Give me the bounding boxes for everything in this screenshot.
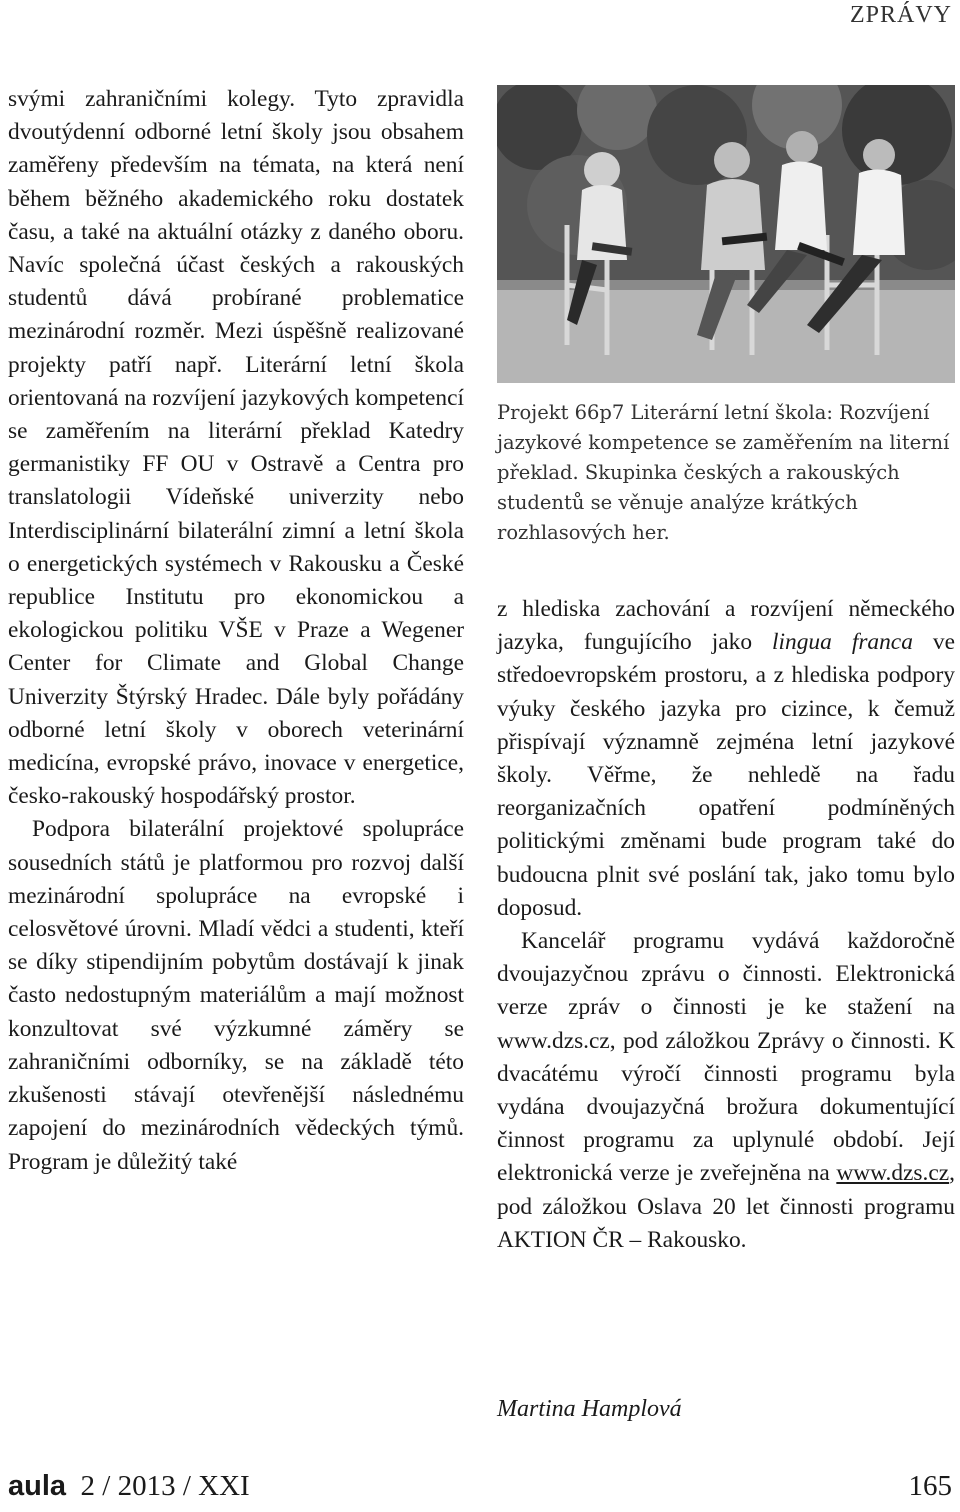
left-column <box>8 83 464 1179</box>
page-number: 165 <box>908 1470 952 1502</box>
right-paragraph-1 <box>497 593 955 925</box>
right-paragraph-2-text-a: Kancelář programu vydává každoročně dvoujazyčnou zprávu o činnosti. Elektronická verze zpráv o činnosti je ke stažení na www.dzs.cz, pod záložkou Zprávy o činnosti. K dvacátému výročí činnosti programu byla vydána dvoujazyčná brožura dokumentující činnost programu za uplynulé období. Její elektronická verze je zveřejněna na <box>497 928 955 1187</box>
section-header: ZPRÁVY <box>849 2 952 28</box>
left-paragraph-1: svými zahraničními kolegy. Tyto zpravidla dvoutýdenní odborné letní školy jsou obsahem zaměřeny především na témata, na která není během běžného akademického roku dostatek času, a také na aktuální otázky z daného oboru. Navíc společná účast českých a rakouských studentů dává probírané problematice mezinárodní rozměr. Mezi úspěšně realizované projekty patří např. Literární letní škola orientovaná na rozvíjení jazykových kompetencí se zaměřením na literární překlad Katedry germanistiky FF OU v Ostravě a Centra pro translatologii Vídeňské univerzity nebo Interdisciplinární bilaterální zimní a letní škola o energetických systémech v Rakousku a České republice Institutu pro ekonomickou a ekologickou politiku VŠE v Praze a Wegener Center for Climate and Global Change Univerzity Štýrský Hradec. Dále byly pořádány odborné letní školy v oborech veterinární medicína, evropské právo, inovace v energetice, česko-rakouský hospodářský prostor. <box>8 86 464 810</box>
right-paragraph-2-text-b: , pod záložkou Oslava 20 let činnosti programu AKTION ČR – Rakousko. <box>497 1160 955 1253</box>
photo-caption: Projekt 66p7 Literární letní škola: Rozvíjení jazykové kompetence se zaměřením na literní překlad. Skupinka českých a rakouských studentů se věnuje analýze krátkých rozhlasových her. <box>497 401 950 544</box>
left-paragraph-2: Podpora bilaterální projektové spolupráce sousedních států je platformou pro rozvoj další mezinárodní spolupráce na evropské i celosvětové úrovni. Mladí vědci a studenti, kteří se díky stipendijním pobytům dostávají k jinak často nedostupným materiálům a mají možnost konzultovat své výzkumné záměry se zahraničními odborníky, se na základě této zkušenosti stávají otevřenější následnému zapojení do mezinárodních vědeckých týmů. Program je důležitý také <box>8 816 464 1175</box>
footer-brand: aula <box>8 1470 67 1502</box>
photo-students <box>497 85 955 383</box>
right-paragraph-1-text-b: ve středoevropském prostoru, a z hlediska podpory výuky českého jazyka pro cizince, k čemuž přispívají významně zejména letní jazykové školy. Věřme, že nehledě na řadu reorganizačních opatření podmíněných politickými změnami bude program také do budoucna plnit své poslání tak, jako tomu bylo doposud. <box>497 629 955 921</box>
footer-issue-number: 2 / 2013 / XXI <box>80 1470 250 1502</box>
right-column <box>497 593 955 1257</box>
author-signature: Martina Hamplová <box>497 1396 682 1422</box>
photo-illustration <box>497 85 955 383</box>
footer-issue <box>8 1470 250 1503</box>
lingua-franca-italic: lingua franca <box>772 629 913 656</box>
right-paragraph-1-text-a: z hlediska zachování a rozvíjení německého jazyka, fungujícího jako <box>497 596 955 656</box>
right-paragraph-2 <box>497 925 955 1257</box>
dzs-link[interactable]: www.dzs.cz <box>836 1160 950 1187</box>
